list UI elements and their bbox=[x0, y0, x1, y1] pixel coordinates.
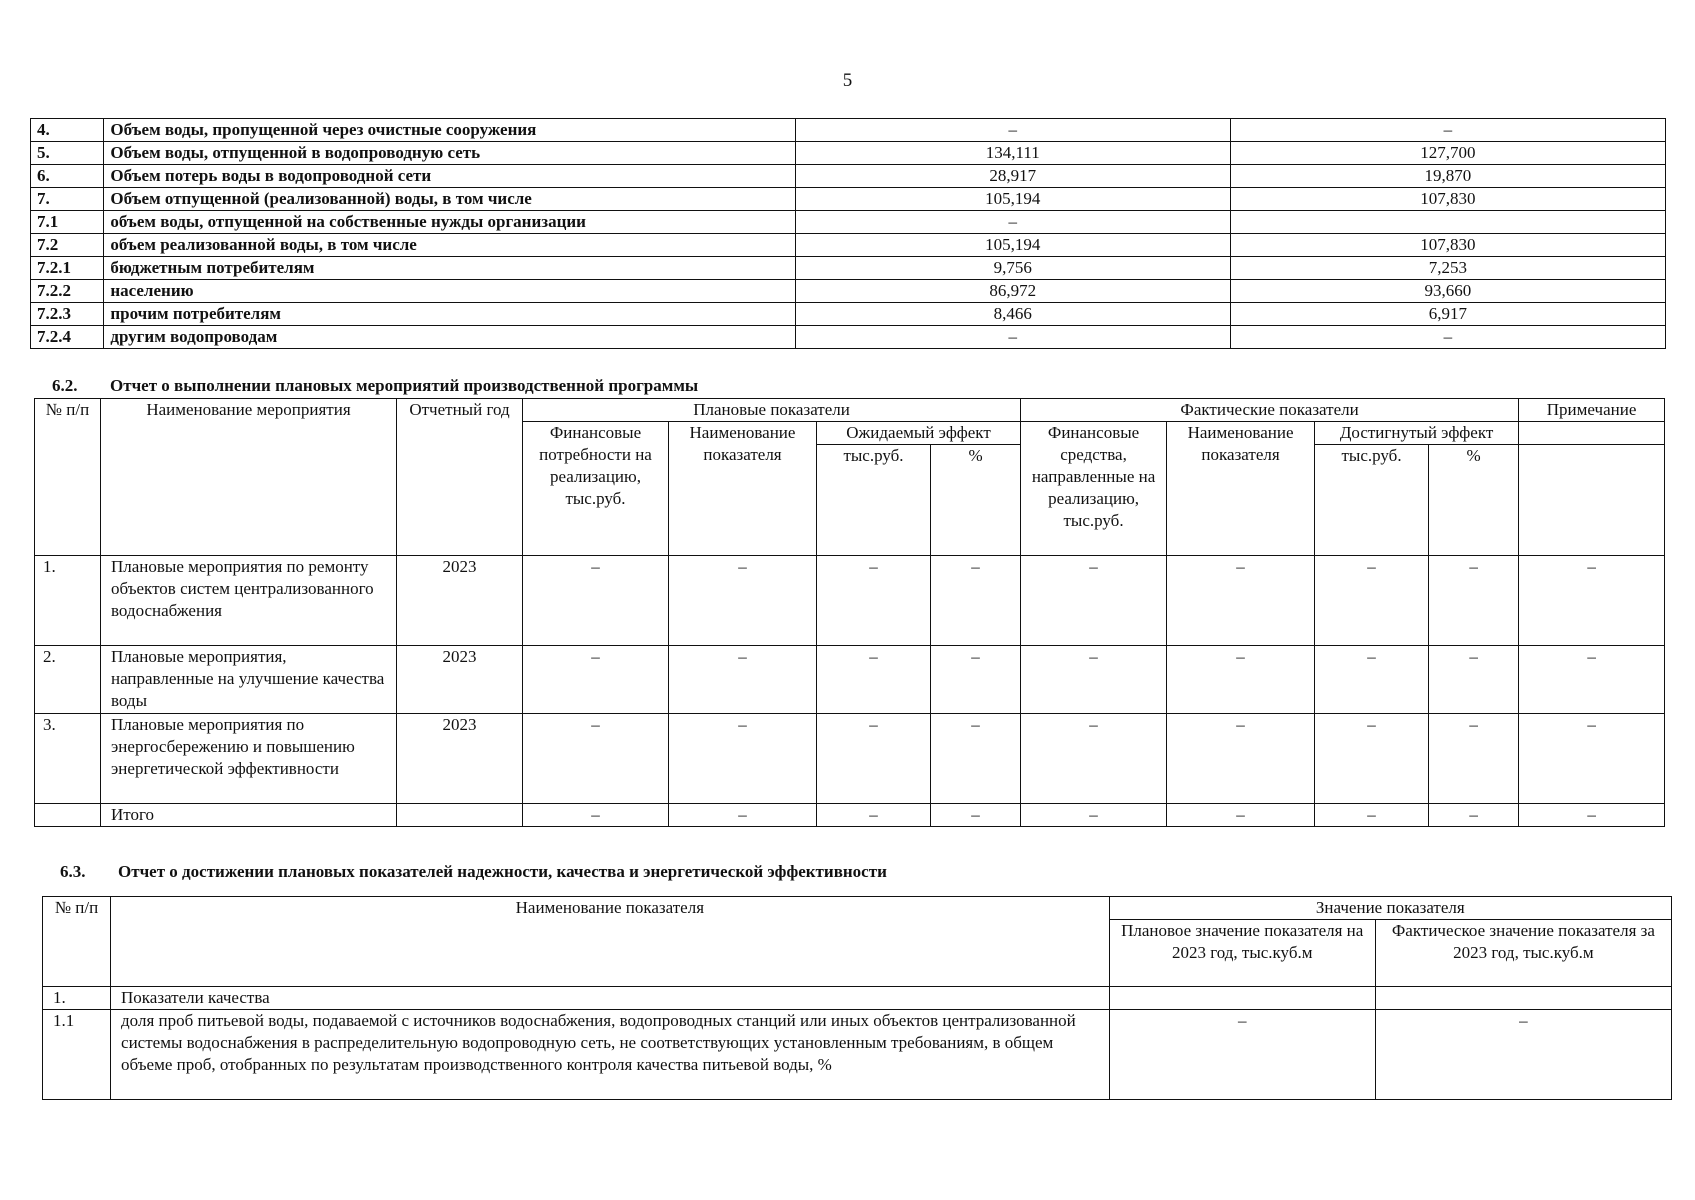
col-header-note-empty bbox=[1519, 445, 1665, 556]
col-header-year: Отчетный год bbox=[397, 399, 523, 556]
row-name: Объем воды, отпущенной в водопроводную сеть bbox=[104, 142, 795, 165]
section-title-text: Отчет о выполнении плановых мероприятий производственной программы bbox=[110, 376, 699, 395]
plan-value: 8,466 bbox=[795, 303, 1230, 326]
col-header-fin-means: Финансовые средства, направленные на реализацию, тыс.руб. bbox=[1021, 422, 1167, 556]
table-row bbox=[31, 119, 1666, 142]
section-title-text: Отчет о достижении плановых показателей надежности, качества и энергетической эффективности bbox=[118, 862, 887, 881]
row-name: населению bbox=[104, 280, 795, 303]
cell-value: – bbox=[1429, 556, 1519, 646]
row-name: Показатели качества bbox=[111, 987, 1110, 1010]
row-number: 7.2.4 bbox=[31, 326, 104, 349]
plan-value: 134,111 bbox=[795, 142, 1230, 165]
col-header-value: Значение показателя bbox=[1109, 897, 1671, 920]
cell-value: – bbox=[1021, 556, 1167, 646]
row-name: доля проб питьевой воды, подаваемой с источников водоснабжения, водопроводных станций или иных объектов централизованной системы водоснабжения в распределительную водопроводную сеть, не соответствующих установленным требованиям, в общем объеме проб, отобранных по результатам производственного контроля качества питьевой воды, % bbox=[111, 1010, 1110, 1100]
cell-value: – bbox=[1519, 714, 1665, 804]
cell-value: – bbox=[817, 556, 931, 646]
cell-value: – bbox=[931, 556, 1021, 646]
col-header-num: № п/п bbox=[35, 399, 101, 556]
table-row bbox=[31, 234, 1666, 257]
row-name: Объем воды, пропущенной через очистные сооружения bbox=[104, 119, 795, 142]
col-header-fin-needs: Финансовые потребности на реализацию, тыс.руб. bbox=[523, 422, 669, 556]
table-row bbox=[31, 165, 1666, 188]
cell-value: – bbox=[523, 556, 669, 646]
fact-value: 7,253 bbox=[1230, 257, 1665, 280]
cell-value: – bbox=[817, 714, 931, 804]
total-num-cell bbox=[35, 804, 101, 827]
indicators-table bbox=[42, 896, 1672, 1100]
table-row bbox=[31, 326, 1666, 349]
cell-value: – bbox=[1315, 714, 1429, 804]
col-header-note: Примечание bbox=[1519, 399, 1665, 422]
fact-value: 107,830 bbox=[1230, 234, 1665, 257]
cell-value: – bbox=[817, 646, 931, 714]
row-year: 2023 bbox=[397, 714, 523, 804]
total-year-cell bbox=[397, 804, 523, 827]
cell-value: – bbox=[931, 714, 1021, 804]
cell-value: – bbox=[1167, 714, 1315, 804]
table-row bbox=[35, 556, 1665, 646]
page-number: 5 bbox=[842, 70, 853, 91]
row-number: 1. bbox=[35, 556, 101, 646]
cell-value: – bbox=[931, 804, 1021, 827]
cell-value: – bbox=[669, 714, 817, 804]
plan-value: – bbox=[1109, 1010, 1375, 1100]
row-number: 7.2.1 bbox=[31, 257, 104, 280]
fact-value: 127,700 bbox=[1230, 142, 1665, 165]
plan-value: 86,972 bbox=[795, 280, 1230, 303]
table-row bbox=[35, 646, 1665, 714]
cell-value: – bbox=[1021, 646, 1167, 714]
cell-value: – bbox=[1429, 804, 1519, 827]
header-row bbox=[35, 399, 1665, 422]
cell-value: – bbox=[1429, 714, 1519, 804]
cell-value: – bbox=[669, 556, 817, 646]
col-header-plan: Плановое значение показателя на 2023 год, тыс.куб.м bbox=[1109, 920, 1375, 987]
section-6-3-title bbox=[60, 862, 887, 882]
row-name: Плановые мероприятия, направленные на улучшение качества воды bbox=[101, 646, 397, 714]
planned-measures-table bbox=[34, 398, 1665, 827]
cell-value: – bbox=[1519, 804, 1665, 827]
fact-value: – bbox=[1230, 326, 1665, 349]
plan-value: – bbox=[795, 211, 1230, 234]
fact-value: 107,830 bbox=[1230, 188, 1665, 211]
table-row bbox=[31, 257, 1666, 280]
row-number: 7.2.2 bbox=[31, 280, 104, 303]
cell-value: – bbox=[669, 646, 817, 714]
fact-value: 6,917 bbox=[1230, 303, 1665, 326]
table-row bbox=[31, 142, 1666, 165]
col-header-achieved-effect: Достигнутый эффект bbox=[1315, 422, 1519, 445]
row-name: Объем потерь воды в водопроводной сети bbox=[104, 165, 795, 188]
col-header-percent: % bbox=[931, 445, 1021, 556]
col-header-name: Наименование показателя bbox=[111, 897, 1110, 987]
plan-value: 9,756 bbox=[795, 257, 1230, 280]
col-header-name: Наименование мероприятия bbox=[101, 399, 397, 556]
cell-value: – bbox=[1315, 646, 1429, 714]
row-name: прочим потребителям bbox=[104, 303, 795, 326]
table-row bbox=[31, 188, 1666, 211]
row-name: Плановые мероприятия по ремонту объектов систем централизованного водоснабжения bbox=[101, 556, 397, 646]
col-header-note-sub bbox=[1519, 422, 1665, 445]
fact-value bbox=[1230, 211, 1665, 234]
row-number: 4. bbox=[31, 119, 104, 142]
cell-value: – bbox=[523, 646, 669, 714]
col-header-thous-rub-2: тыс.руб. bbox=[1315, 445, 1429, 556]
col-header-expected-effect: Ожидаемый эффект bbox=[817, 422, 1021, 445]
col-header-percent-2: % bbox=[1429, 445, 1519, 556]
cell-value: – bbox=[1021, 714, 1167, 804]
cell-value: – bbox=[931, 646, 1021, 714]
total-label: Итого bbox=[101, 804, 397, 827]
table-row bbox=[35, 714, 1665, 804]
col-header-fact: Фактическое значение показателя за 2023 год, тыс.куб.м bbox=[1375, 920, 1671, 987]
header-row bbox=[43, 897, 1672, 920]
plan-value: – bbox=[795, 326, 1230, 349]
fact-value: 93,660 bbox=[1230, 280, 1665, 303]
fact-value: – bbox=[1375, 1010, 1671, 1100]
row-number: 7.1 bbox=[31, 211, 104, 234]
row-year: 2023 bbox=[397, 556, 523, 646]
cell-value: – bbox=[523, 714, 669, 804]
table-row bbox=[31, 211, 1666, 234]
col-header-indicator-name: Наименование показателя bbox=[669, 422, 817, 556]
cell-value: – bbox=[1167, 804, 1315, 827]
row-name: объем реализованной воды, в том числе bbox=[104, 234, 795, 257]
col-header-indicator-name-2: Наименование показателя bbox=[1167, 422, 1315, 556]
cell-value: – bbox=[1315, 804, 1429, 827]
row-name: Плановые мероприятия по энергосбережению и повышению энергетической эффективности bbox=[101, 714, 397, 804]
fact-value: 19,870 bbox=[1230, 165, 1665, 188]
fact-value bbox=[1375, 987, 1671, 1010]
col-header-actual: Фактические показатели bbox=[1021, 399, 1519, 422]
section-number: 6.3. bbox=[60, 862, 86, 881]
cell-value: – bbox=[1021, 804, 1167, 827]
row-number: 7.2.3 bbox=[31, 303, 104, 326]
cell-value: – bbox=[1519, 556, 1665, 646]
cell-value: – bbox=[669, 804, 817, 827]
row-number: 6. bbox=[31, 165, 104, 188]
row-name: Объем отпущенной (реализованной) воды, в том числе bbox=[104, 188, 795, 211]
plan-value: 105,194 bbox=[795, 188, 1230, 211]
table-row bbox=[43, 987, 1672, 1010]
row-name: бюджетным потребителям bbox=[104, 257, 795, 280]
row-number: 3. bbox=[35, 714, 101, 804]
cell-value: – bbox=[1519, 646, 1665, 714]
row-number: 2. bbox=[35, 646, 101, 714]
cell-value: – bbox=[817, 804, 931, 827]
row-number: 1. bbox=[43, 987, 111, 1010]
row-name: другим водопроводам bbox=[104, 326, 795, 349]
row-name: объем воды, отпущенной на собственные нужды организации bbox=[104, 211, 795, 234]
cell-value: – bbox=[523, 804, 669, 827]
section-number: 6.2. bbox=[52, 376, 78, 395]
plan-value: 105,194 bbox=[795, 234, 1230, 257]
water-volume-table bbox=[30, 118, 1666, 349]
col-header-num: № п/п bbox=[43, 897, 111, 987]
cell-value: – bbox=[1167, 556, 1315, 646]
col-header-planned: Плановые показатели bbox=[523, 399, 1021, 422]
table-row bbox=[31, 303, 1666, 326]
cell-value: – bbox=[1315, 556, 1429, 646]
row-number: 7. bbox=[31, 188, 104, 211]
plan-value bbox=[1109, 987, 1375, 1010]
fact-value: – bbox=[1230, 119, 1665, 142]
plan-value: 28,917 bbox=[795, 165, 1230, 188]
section-6-2-title bbox=[52, 376, 698, 396]
row-year: 2023 bbox=[397, 646, 523, 714]
plan-value: – bbox=[795, 119, 1230, 142]
table-row bbox=[31, 280, 1666, 303]
cell-value: – bbox=[1429, 646, 1519, 714]
row-number: 7.2 bbox=[31, 234, 104, 257]
table-row bbox=[43, 1010, 1672, 1100]
col-header-thous-rub: тыс.руб. bbox=[817, 445, 931, 556]
total-row bbox=[35, 804, 1665, 827]
row-number: 1.1 bbox=[43, 1010, 111, 1100]
row-number: 5. bbox=[31, 142, 104, 165]
cell-value: – bbox=[1167, 646, 1315, 714]
